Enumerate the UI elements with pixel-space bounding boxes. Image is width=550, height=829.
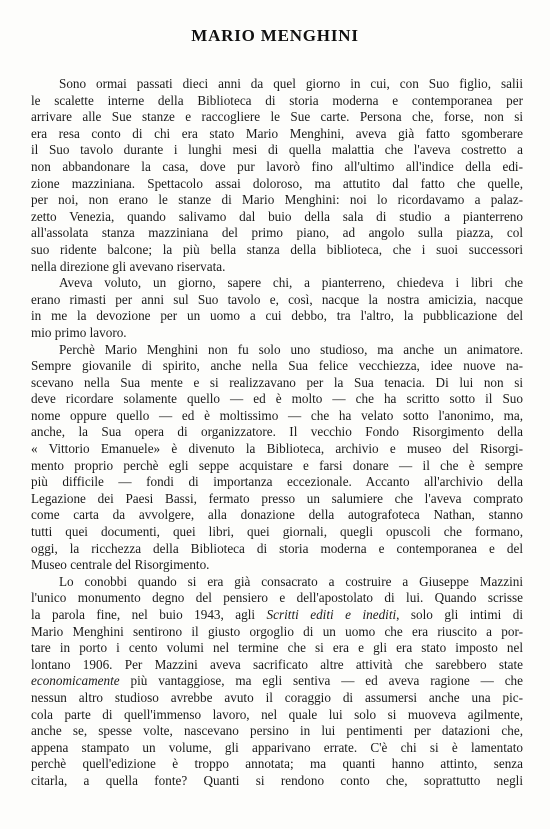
- italic-text: economicamente: [31, 673, 120, 689]
- text-line: nella direzione gli avevano riservata.: [31, 258, 226, 274]
- text-line: oggi, la ricchezza della Biblioteca di storia moderna e contemporanea e del: [31, 540, 523, 556]
- text-line: appena stampato un volume, gli apparivano errate. C'è chi si è lamentato: [31, 739, 523, 755]
- text-line: Sono ormai passati dieci anni da quel giorno in cui, con Suo figlio, salii: [59, 76, 523, 91]
- text-line: citarla, a quella fonte? Quanti si rendono conto che, soprattutto negli: [31, 772, 523, 788]
- text-line: Sempre giovanile di spirito, anche nella Sua felice vecchiezza, idee nuove na-: [31, 358, 523, 374]
- body-text: [31, 76, 523, 790]
- text-line: Museo centrale del Risorgimento.: [31, 557, 210, 573]
- page-title: MARIO MENGHINI: [191, 26, 359, 45]
- text-line: tare in porto i cento volumi nel termine che si era e gli era stato imposto nel: [31, 640, 523, 656]
- text-line: erano rimasti per anni sul Suo tavolo e, così, nacque la nostra amicizia, nacque: [31, 291, 523, 307]
- text-line: zione mazziniana. Spettacolo assai doloroso, ma attutito dal fatto che quelle,: [31, 175, 523, 191]
- text-line: Perchè Mario Menghini non fu solo uno studioso, ma anche un animatore.: [59, 341, 523, 357]
- italic-text: Scritti editi e inediti: [266, 607, 397, 622]
- text-line: le scalette interne della Biblioteca di storia moderna e contemporanea per: [31, 92, 523, 108]
- text-line: Legazione dei Paesi Bassi, fermato presso un salumiere che l'aveva comprato: [31, 490, 523, 506]
- paragraph-3: [31, 342, 523, 574]
- text-line: la parola fine, nel buio 1943, agli Scritti editi e inediti, solo gli intimi di: [31, 607, 523, 622]
- text-line: arrivare alle Sue stanze e raccogliere le Sue carte. Persona che, forse, non si: [31, 109, 523, 125]
- text-line: lontano 1906. Per Mazzini aveva sacrificato altre attività che sarebbero state: [31, 656, 523, 672]
- text-line: Aveva voluto, un giorno, sapere chi, a pianterreno, chiedeva i libri che: [59, 275, 523, 291]
- text-line: nome oppure quello — ed è moltissimo — che ha velato sotto l'anonimo, ma,: [31, 407, 523, 423]
- text-line: « Vittorio Emanuele» è divenuto la Biblioteca, archivio e museo del Risorgi-: [31, 441, 523, 457]
- text-line: più difficile — fondi di importanza eccezionale. Accanto all'archivio della: [31, 474, 523, 490]
- text-line: scevano nella Sua mente e si realizzavano per la Sua tenacia. Di lui non si: [31, 374, 523, 390]
- text-line: anche, la Sua opera di organizzatore. Il vecchio Fondo Risorgimento della: [31, 424, 523, 440]
- text-line: nessun altro studioso avrebbe avuto il coraggio di assumersi anche una pic-: [31, 689, 523, 705]
- text-line: non abbandonare la casa, dove pur lavorò fino all'ultimo all'indice della edi-: [31, 158, 523, 174]
- text-line: zetto Venezia, quando salivamo dal buio della sala di studio a pianterreno: [31, 208, 523, 224]
- text-line: all'assolata stanza mazziniana del primo piano, ad angolo sulla piazza, col: [31, 225, 523, 241]
- text-line: per noi, non erano le stanze di Mario Menghini: noi lo ricordavamo a palaz-: [31, 192, 523, 208]
- text-line: Mario Menghini sentirono il giusto orgoglio di un uomo che era riuscito a por-: [31, 623, 523, 639]
- paragraph-2: [31, 275, 523, 341]
- text-line: suo ridente balcone; la più bella stanza della biblioteca, che i suoi successori: [31, 241, 523, 257]
- text-line: mio primo lavoro.: [31, 324, 127, 340]
- text-line: cola parte di quell'immenso lavoro, nel quale lui solo si muoveva agilmente,: [31, 706, 523, 722]
- text-line: il Suo tavolo durante i lunghi mesi di quella malattia che l'aveva costretto a: [31, 142, 523, 158]
- paragraph-1: [31, 76, 523, 275]
- text-line: in me la devozione per un uomo a cui debbo, tra l'altro, la pubblicazione del: [31, 308, 523, 324]
- text-line: deve ricordare solamente quello — ed è molto — che ha scritto sotto il Suo: [31, 391, 523, 407]
- text-line: economicamente più vantaggiose, ma egli sentiva — ed aveva ragione — che: [31, 673, 523, 689]
- text-line: mento proprio perchè egli seppe acquistare e farsi donare — il che è sempre: [31, 457, 523, 473]
- paragraph-4: [31, 574, 523, 790]
- text-line: anche se, spesse volte, nascevano persino in lui pentimenti per datazioni che,: [31, 723, 523, 739]
- text-line: Lo conobbi quando si era già consacrato a costruire a Giuseppe Mazzini: [59, 573, 523, 589]
- text-line: l'unico monumento degno del pensiero e dell'apostolato di lui. Quando scrisse: [31, 590, 523, 606]
- text-line: tutti quei documenti, quei libri, quei giornali, quegli opuscoli che formano,: [31, 524, 523, 540]
- text-line: come carta da avvolgere, alla donazione della autografoteca Nathan, stanno: [31, 507, 523, 523]
- text-line: perchè quell'edizione è troppo annotata; ma quanti hanno attinto, senza: [31, 756, 523, 772]
- text-line: era resa conto di chi era stato Mario Menghini, aveva già fatto sgomberare: [31, 125, 523, 141]
